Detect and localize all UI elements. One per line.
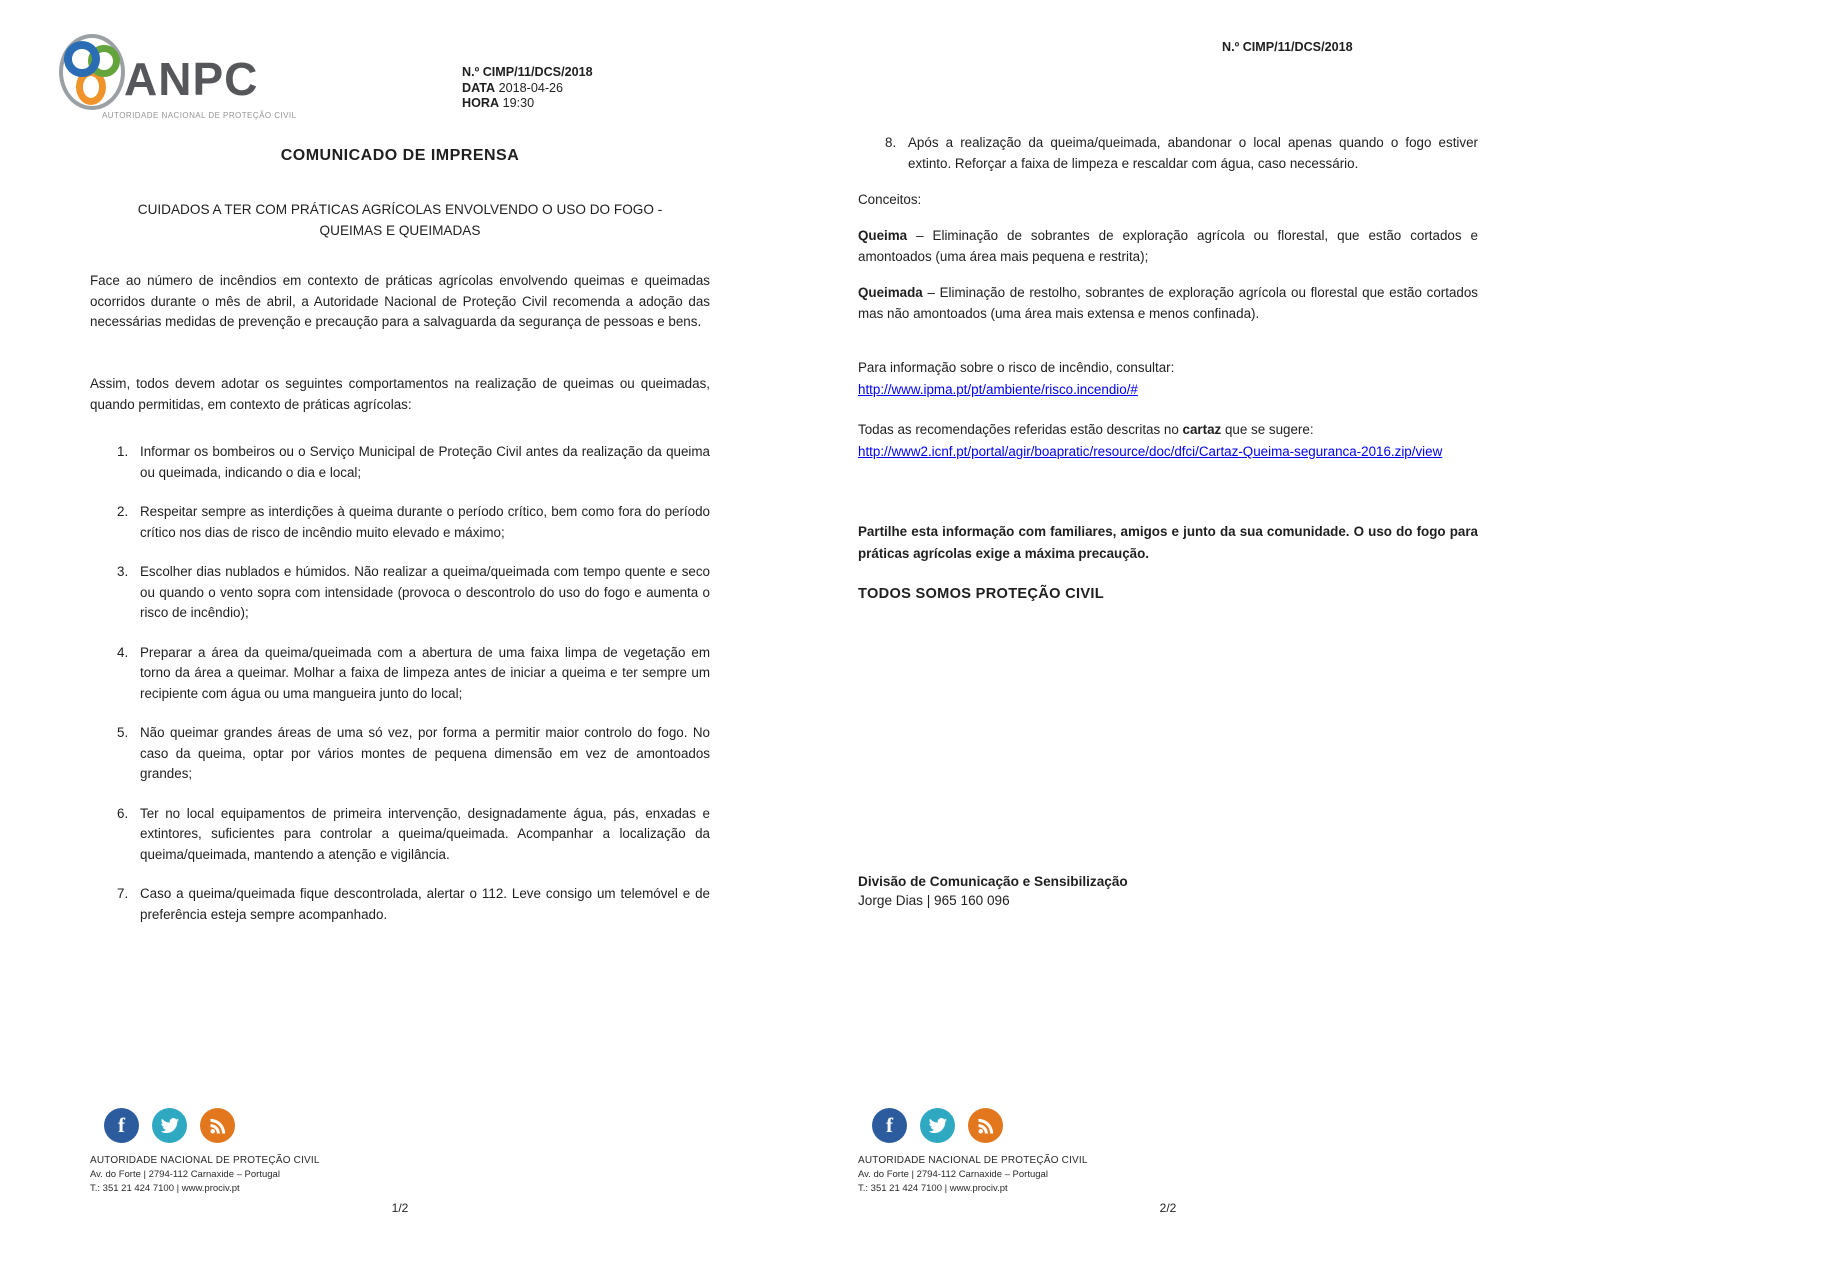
facebook-icon[interactable] [872,1108,907,1143]
page2-doc-ref: N.º CIMP/11/DCS/2018 [1222,40,1353,54]
ring-blue-icon [64,41,100,77]
risk-info-line: Para informação sobre o risco de incêndio, consultar: [858,360,1175,375]
list-item-number: 6. [117,805,129,821]
poster-line-bold: cartaz [1182,422,1222,437]
subtitle-line-1: CUIDADOS A TER COM PRÁTICAS AGRÍCOLAS ENVOLVENDO O USO DO FOGO - [137,202,663,217]
list-item-text: Após a realização da queima/queimada, abandonar o local apenas quando o fogo estiver extinto. Reforçar a faixa de limpeza e rescaldar com água, caso necessário. [908,135,1478,171]
list-item-number: 5. [117,725,129,740]
logo-caption: AUTORIDADE NACIONAL DE PROTEÇÃO CIVIL [102,111,297,120]
page-1-column [90,0,710,1272]
facebook-glyph: f [118,1113,125,1137]
twitter-icon[interactable] [920,1108,955,1143]
recommendations-list [90,442,710,944]
list-item-number: 3. [117,564,129,579]
list-item-number: 7. [117,886,129,901]
icnf-link[interactable]: http://www2.icnf.pt/portal/agir/boapratic/resource/doc/dfci/Cartaz-Queima-seguranca-2016.zip/view [858,444,1443,459]
concepts-heading: Conceitos: [858,192,922,207]
twitter-icon[interactable] [152,1108,187,1143]
ipma-link[interactable]: http://www.ipma.pt/pt/ambiente/risco.incendio/# [858,382,1138,397]
time-label: HORA [462,96,500,111]
intro-paragraph: Face ao número de incêndios em contexto de práticas agrícolas envolvendo queimas e queimadas ocorridos durante o mês de abril, a Autoridade Nacional de Proteção Civil recomenda a adoção das necessárias medidas de prevenção e precaução para a salvaguarda da segurança de pessoas e bens. [90,273,710,329]
list-item-text: Informar os bombeiros ou o Serviço Municipal de Proteção Civil antes da realização da queima ou queimada, indicando o dia e local; [140,444,710,480]
lead-in-paragraph: Assim, todos devem adotar os seguintes comportamentos na realização de queimas ou queimadas, quando permitidas, em contexto de práticas agrícolas: [90,376,710,412]
logo-acronym: ANPC [124,53,259,105]
list-item-text: Ter no local equipamentos de primeira intervenção, designadamente água, pás, enxadas e extintores, suficientes para controlar a queima/queimada. Acompanhar a localização da queima/queimada, mantendo a atenção e vigilância. [140,805,710,862]
share-paragraph: Partilhe esta informação com familiares, amigos e junto da sua comunidade. O uso do fogo para práticas agrícolas exige a máxima precaução. [858,524,1478,561]
footer-phone: T.: 351 21 424 7100 | www.prociv.pt [90,1183,240,1194]
facebook-glyph: f [886,1113,893,1137]
list-item-number: 1. [117,444,129,459]
division-name: Divisão de Comunicação e Sensibilização [858,874,1128,889]
queimada-definition [858,283,1478,324]
footer-phone: T.: 351 21 424 7100 | www.prociv.pt [858,1183,1008,1194]
list-item-text: Preparar a área da queima/queimada com a abertura de uma faixa limpa de vegetação em torno da área a queimar. Molhar a faixa de limpeza antes de iniciar a queima e ter sempre um recipiente com água ou uma mangueira junto do local; [140,644,710,701]
slogan: TODOS SOMOS PROTEÇÃO CIVIL [858,586,1104,602]
list-item [90,502,710,543]
list-item-number: 4. [117,644,129,660]
date-label: DATA [462,80,496,95]
list-item [90,804,710,866]
list-item-text: Não queimar grandes áreas de uma só vez, por forma a permitir maior controlo do fogo. No caso da queima, optar por vários montes de pequena dimensão em vez de amontoados grandes; [140,725,710,781]
contact-person: Jorge Dias | 965 160 096 [858,893,1010,908]
poster-line [858,420,1478,441]
queimada-term: Queimada [858,285,923,300]
list-item-text: Respeitar sempre as interdições à queima durante o período crítico, bem como fora do período crítico nos dias de risco de incêndio muito elevado e máximo; [140,504,710,540]
list-item-number: 2. [117,504,129,519]
page-subtitle [90,199,710,241]
risk-link-row [858,380,1478,401]
page-2-column [858,0,1478,1272]
list-item [90,442,710,483]
list-item [90,643,710,705]
footer-address: Av. do Forte | 2794-112 Carnaxide – Portugal [90,1169,280,1180]
footer-org: AUTORIDADE NACIONAL DE PROTEÇÃO CIVIL [90,1155,320,1166]
list-item-text: Escolher dias nublados e húmidos. Não realizar a queima/queimada com tempo quente e seco ou quando o vento sopra com intensidade (provoca o descontrolo do uso do fogo e aumenta o risco de incêndio); [140,564,710,620]
list-item [90,562,710,624]
facebook-icon[interactable] [104,1108,139,1143]
queimada-def-text: – Eliminação de restolho, sobrantes de exploração agrícola ou florestal que estão cortados mas não amontoados (uma área mais extensa e menos confinada). [858,285,1478,321]
queima-definition [858,226,1478,267]
queima-term: Queima [858,228,908,243]
date-value: 2018-04-26 [498,80,564,95]
list-item [90,723,710,785]
poster-line-post: que se sugere: [1221,422,1314,437]
subtitle-line-2: QUEIMAS E QUEIMADAS [319,223,481,238]
rss-icon[interactable] [968,1108,1003,1143]
social-icons-row [104,1108,235,1143]
footer-address: Av. do Forte | 2794-112 Carnaxide – Portugal [858,1169,1048,1180]
doc-ref-value: N.º CIMP/11/DCS/2018 [462,65,593,79]
time-value: 19:30 [502,96,535,111]
footer-org: AUTORIDADE NACIONAL DE PROTEÇÃO CIVIL [858,1155,1088,1166]
social-icons-row [872,1108,1003,1143]
list-item-number: 8. [885,135,897,150]
rss-icon[interactable] [200,1108,235,1143]
page-title: COMUNICADO DE IMPRENSA [280,147,520,164]
poster-link-row [858,442,1478,463]
page-number: 2/2 [1159,1201,1177,1215]
list-item [90,884,710,925]
page-number: 1/2 [391,1201,409,1215]
list-item [858,133,1478,174]
list-item-text: Caso a queima/queimada fique descontrolada, alertar o 112. Leve consigo um telemóvel e de preferência esteja sempre acompanhado. [140,886,710,922]
queima-def-text: – Eliminação de sobrantes de exploração agrícola ou florestal, que estão cortados e amontoados (uma área mais pequena e restrita); [858,228,1478,264]
poster-line-pre: Todas as recomendações referidas estão descritas no [858,422,1183,437]
